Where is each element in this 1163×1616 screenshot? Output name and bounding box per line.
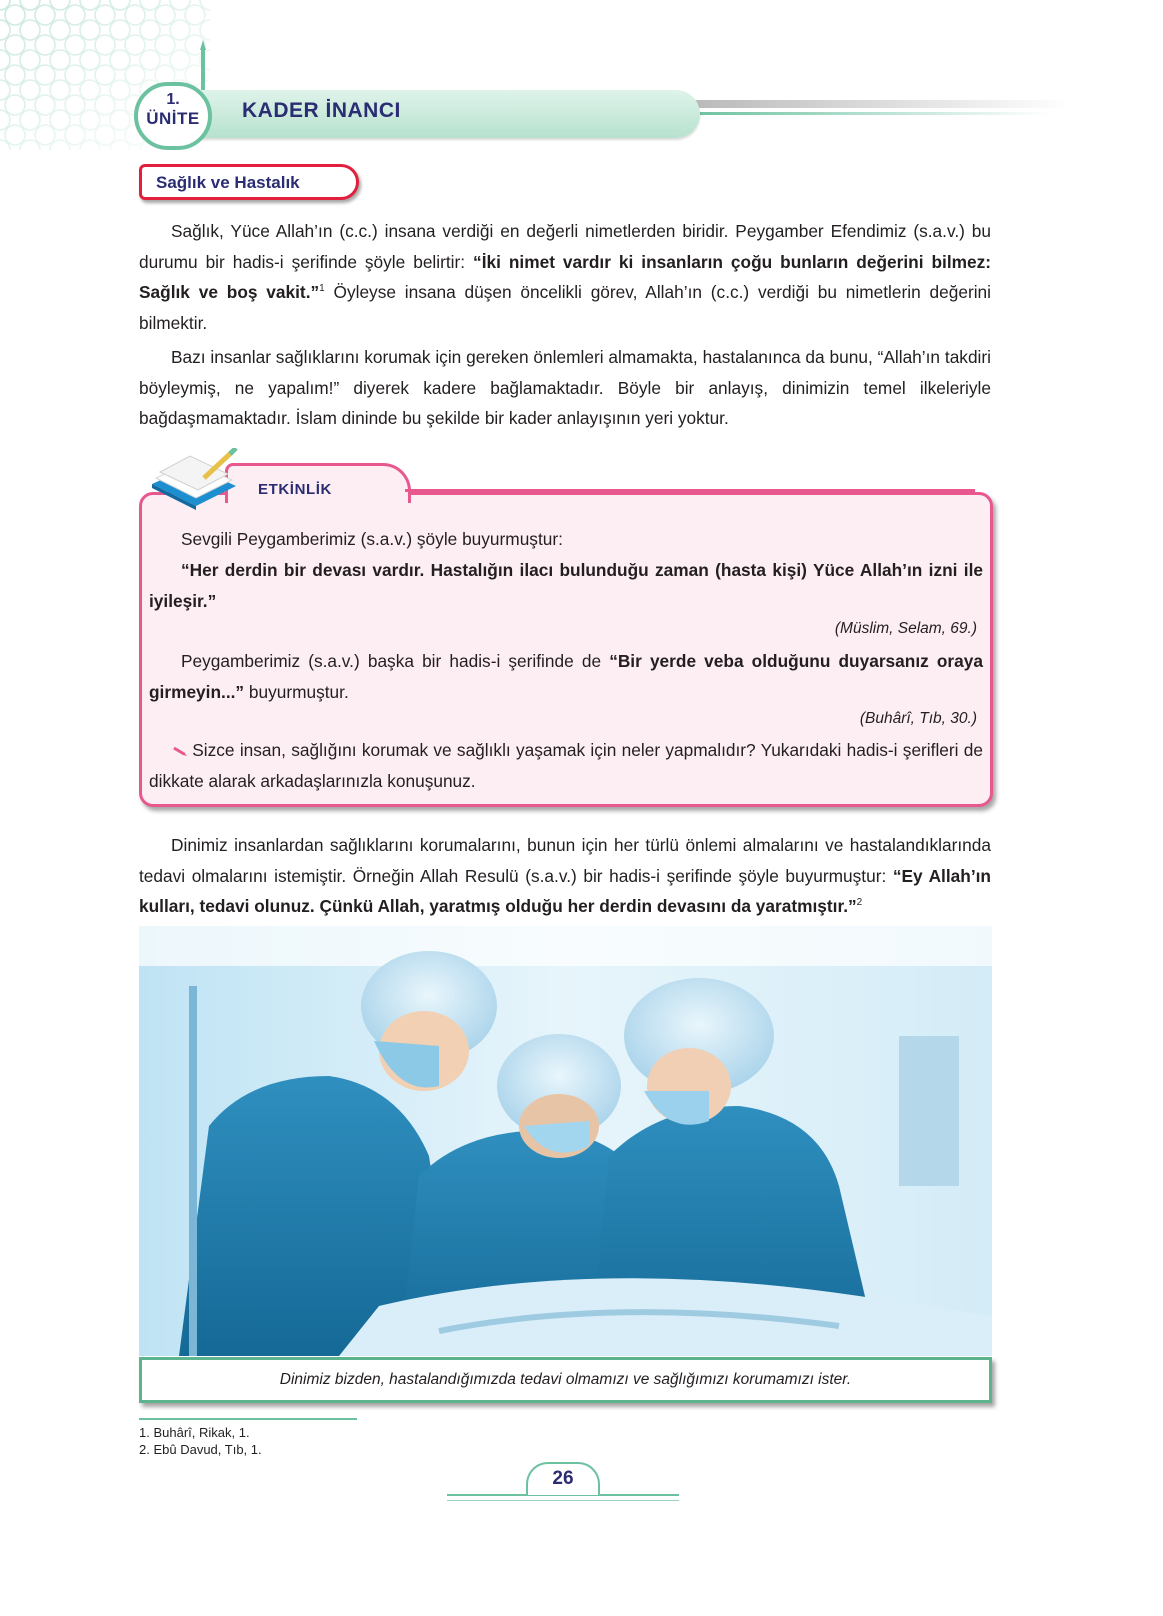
activity-task-text: Sizce insan, sağlığını korumak ve sağlıklı yaşamak için neler yapmalıdır? Yukarıdaki hadis-i şerifleri de dikkate alarak arkadaşlarınızla konuşunuz. xyxy=(149,740,983,791)
activity-tab-line xyxy=(405,489,975,492)
paragraph-2 xyxy=(139,342,991,434)
surgery-photo xyxy=(139,926,992,1356)
p1-text-a: Sağlık, Yüce Allah’ın (c.c.) insana verdiği en değerli nimetlerden biridir. Peygamber Efendimiz (s.a.v.) bu durumu bir hadis-i şerifinde şöyle belirtir: xyxy=(139,221,991,272)
p1-quote: “İki nimet vardır ki insanların çoğu bunların değerini bilmez: Sağlık ve boş vakit.” xyxy=(139,251,992,302)
page-number-line-2 xyxy=(447,1500,679,1501)
section-title: Sağlık ve Hastalık xyxy=(156,173,300,192)
q2-text-b: buyurmuştur. xyxy=(244,681,349,702)
q2-text-a: Peygamberimiz (s.a.v.) başka bir hadis-i şerifinde de xyxy=(181,651,610,671)
unit-badge xyxy=(134,82,212,150)
pencil-icon xyxy=(173,745,187,757)
p3-text-a: Dinimiz insanlardan sağlıklarını korumalarını, bunun için her türlü önlemi almalarını ve hastalandıklarında tedavi olmalarını istemiştir. Örneğin Allah Resulü (s.a.v.) bir hadis-i şerifinde şöyle buyurmuştur: xyxy=(139,835,991,886)
chapter-title: KADER İNANCI xyxy=(242,99,401,122)
source-2: (Buhârî, Tıb, 30.) xyxy=(859,710,977,727)
activity-title: ETKİNLİK xyxy=(258,481,332,498)
paragraph-3 xyxy=(139,830,991,922)
hadith-quote-2: “Bir yerde veba olduğunu duyarsanız oraya girmeyin...” xyxy=(149,651,983,702)
footnote-ref-2: 2 xyxy=(856,897,863,909)
book-pen-icon xyxy=(146,448,240,510)
section-heading xyxy=(139,164,359,200)
minaret-icon xyxy=(198,40,208,90)
p3-quote: “Ey Allah’ın kulları, tedavi olunuz. Çünkü Allah, yaratmış olduğu her derdin devasını da yaratmıştır.” xyxy=(139,865,991,916)
activity-task xyxy=(149,735,983,796)
source-1: (Müslim, Selam, 69.) xyxy=(834,620,977,637)
p2-text: Bazı insanlar sağlıklarını korumak için gereken önlemleri almamakta, hastalanınca da bunu, “Allah’ın takdiri böyleymiş, ne yapalım!” diyerek kadere bağlamaktadır. Böyle bir anlayış, dinimizin temel ilkeleriyle bağdaşmamaktadır. İslam dininde bu şekilde bir kader anlayışının yeri yoktur. xyxy=(139,347,991,428)
activity-quote-2 xyxy=(149,646,983,707)
header-line-accent xyxy=(690,112,1050,115)
paragraph-1 xyxy=(139,216,991,338)
photo-caption: Dinimiz bizden, hastalandığımızda tedavi olmamızı ve sağlığımızı korumamızı ister. xyxy=(139,1357,992,1403)
unit-label: ÜNİTE xyxy=(146,109,200,128)
activity-intro-text: Sevgili Peygamberimiz (s.a.v.) şöyle buyurmuştur: xyxy=(181,529,563,549)
footnote-1: 1. Buhârî, Rikak, 1. xyxy=(139,1425,250,1440)
p1-text-b: Öyleyse insana düşen öncelikli görev, Allah’ın (c.c.) verdiği bu nimetlerin değerini bilmektir. xyxy=(139,282,991,333)
footnote-divider xyxy=(139,1418,357,1420)
activity-intro xyxy=(149,524,983,555)
page-number: 26 xyxy=(526,1462,600,1495)
footnote-2: 2. Ebû Davud, Tıb, 1. xyxy=(139,1442,262,1457)
footnote-ref-1: 1 xyxy=(319,283,325,295)
unit-number: 1. xyxy=(166,91,180,108)
activity-quote-1 xyxy=(149,555,983,616)
header-line xyxy=(690,100,1070,108)
hadith-quote-1: “Her derdin bir devası vardır. Hastalığın ilacı bulunduğu zaman (hasta kişi) Yüce Allah’ın izni ile iyileşir.” xyxy=(149,560,983,611)
